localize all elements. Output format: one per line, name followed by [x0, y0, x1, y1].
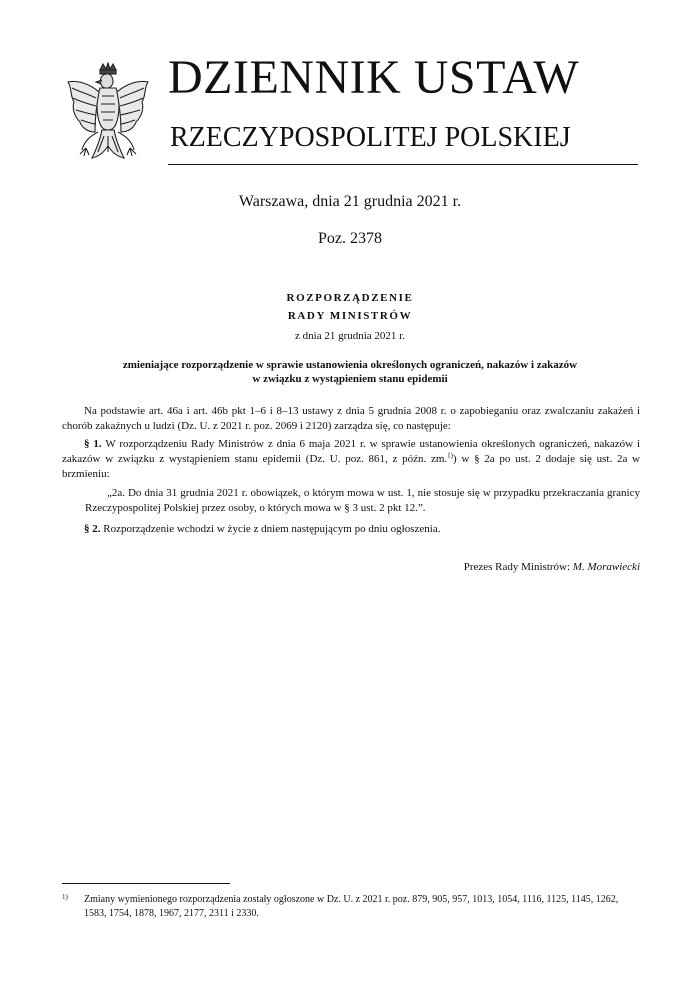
- amendment-quote: „2a. Do dnia 31 grudnia 2021 r. obowiązek, o którym mowa w ust. 1, nie stosuje się w przypadku przekraczania granicy Rzeczypospolitej Polskiej przez osoby, o których mowa w § 3 ust. 2 pkt 12.”.: [85, 487, 640, 514]
- act-subject-line: w związku z wystąpieniem stanu epidemii: [252, 373, 448, 385]
- act-subject-line: zmieniające rozporządzenie w sprawie ustanowienia określonych ograniczeń, nakazów i zakazów: [122, 359, 578, 371]
- footnote-reference[interactable]: 1): [447, 451, 454, 460]
- footnote-text: Zmiany wymienionego rozporządzenia zostały ogłoszone w Dz. U. z 2021 r. poz. 879, 905, 957, 1013, 1054, 1116, 1125, 1145, 1262, 1583, 1754, 1878, 1967, 2177, 2311 i 2330.: [84, 894, 619, 919]
- section-2-text: Rozporządzenie wchodzi w życie z dniem następującym po dniu ogłoszenia.: [103, 523, 441, 535]
- publication-position: Poz. 2378: [318, 230, 382, 247]
- footnote: [62, 893, 640, 921]
- masthead-divider: [168, 164, 638, 165]
- polish-eagle-emblem-icon: [62, 62, 154, 174]
- section-1-paragraph: [62, 437, 640, 482]
- journal-title: DZIENNIK USTAW: [168, 51, 580, 104]
- act-issuer: RADY MINISTRÓW: [287, 310, 413, 322]
- publication-place-date: Warszawa, dnia 21 grudnia 2021 r.: [238, 193, 462, 210]
- act-date: z dnia 21 grudnia 2021 r.: [295, 330, 405, 342]
- preamble-paragraph: Na podstawie art. 46a i art. 46b pkt 1–6 i 8–13 ustawy z dnia 5 grudnia 2008 r. o zapobieganiu oraz zwalczaniu zakażeń i chorób zakaźnych u ludzi (Dz. U. z 2021 r. poz. 2069 i 2120) zarządza się, co następuje:: [62, 405, 640, 432]
- section-1-text-before: W rozporządzeniu Rady Ministrów z dnia 6 maja 2021 r. w sprawie ustanowienia określonych ograniczeń, nakazów i zakazów w związku z wystąpieniem stanu epidemii (Dz. U. poz. 861, z późn. zm.: [62, 438, 641, 465]
- act-subject: [80, 358, 620, 386]
- act-type: ROZPORZĄDZENIE: [286, 292, 414, 304]
- signatory-name: M. Morawiecki: [572, 561, 640, 573]
- footnote-marker: 1): [62, 893, 68, 901]
- section-1-label: § 1.: [84, 438, 102, 450]
- section-2-label: § 2.: [84, 523, 101, 535]
- section-2-paragraph: [62, 522, 640, 537]
- journal-subtitle: RZECZYPOSPOLITEJ POLSKIEJ: [170, 122, 571, 153]
- signatory-role: Prezes Rady Ministrów:: [463, 561, 571, 573]
- section-1-text-after: ) w § 2a po ust. 2 dodaje się ust. 2a w brzmieniu:: [62, 453, 640, 480]
- footnote-divider: [62, 883, 230, 884]
- signature-block: [464, 561, 640, 573]
